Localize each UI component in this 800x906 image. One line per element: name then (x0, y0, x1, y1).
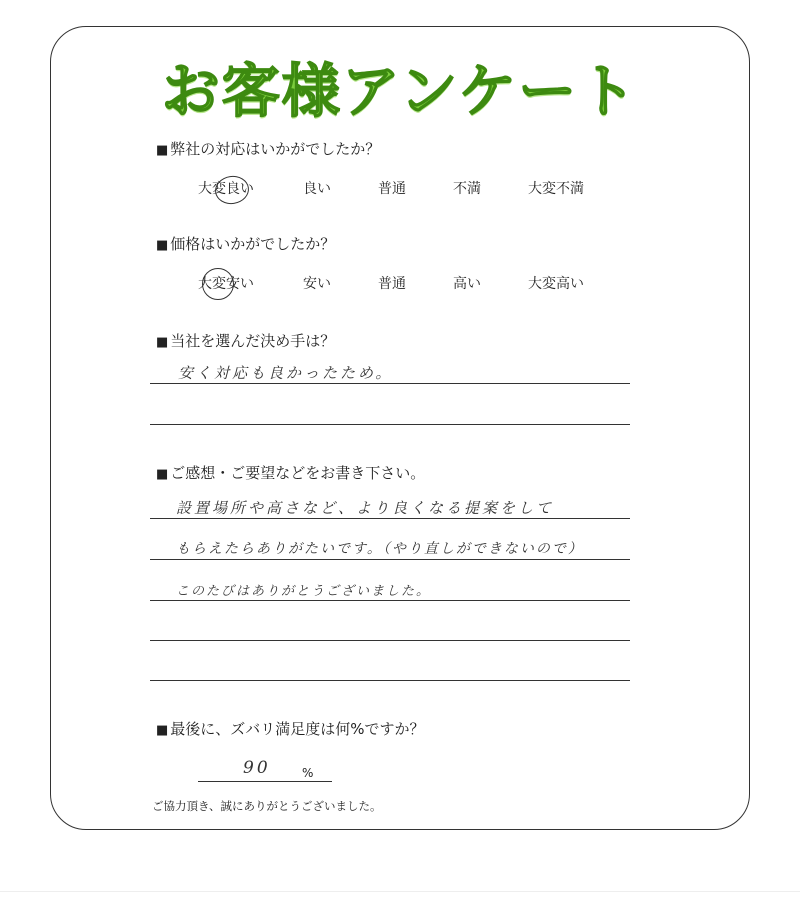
satisfaction-value: 90 (243, 758, 271, 778)
square-bullet-icon: ■ (156, 143, 169, 158)
survey-title: お客様アンケート (161, 57, 639, 125)
q1-option-1[interactable]: 大変良い (198, 181, 254, 197)
q3-answer-line-2 (150, 424, 630, 425)
q3-answer-line-1 (150, 383, 630, 384)
question-3 (156, 330, 335, 351)
square-bullet-icon: ■ (156, 335, 169, 350)
question-5-label: 最後に、ズバリ満足度は何%ですか？ (170, 720, 425, 738)
q2-option-1[interactable]: 大変安い (198, 276, 254, 292)
question-1-label: 弊社の対応はいかがでしたか？ (170, 140, 381, 158)
square-bullet-icon: ■ (156, 467, 169, 482)
question-4 (156, 462, 425, 483)
q4-handwritten-line-2: もらえたらありがたいです。（やり直しができないので） (176, 541, 584, 557)
q4-answer-line-2 (150, 559, 630, 560)
footer-thanks: ご協力頂き、誠にありがとうございました。 (152, 799, 382, 813)
question-5 (156, 718, 425, 739)
q4-answer-line-3 (150, 600, 630, 601)
q2-option-2[interactable]: 安い (303, 276, 331, 292)
q2-option-4[interactable]: 高い (453, 276, 481, 292)
q4-handwritten-line-3: このたびはありがとうございました。 (176, 584, 432, 599)
satisfaction-line (198, 781, 332, 782)
question-3-label: 当社を選んだ決め手は？ (170, 332, 336, 350)
q4-answer-line-4 (150, 640, 630, 641)
q1-option-5[interactable]: 大変不満 (528, 181, 584, 197)
question-2-label: 価格はいかがでしたか？ (170, 235, 336, 253)
q4-handwritten-line-1: 設置場所や高さなど、より良くなる提案をして (176, 499, 555, 517)
survey-card (50, 26, 750, 830)
q4-answer-line-5 (150, 680, 630, 681)
percent-sign: % (302, 766, 314, 780)
q2-option-3[interactable]: 普通 (378, 276, 406, 292)
q4-answer-line-1 (150, 518, 630, 519)
q3-handwritten-answer: 安く対応も良かったため。 (178, 364, 394, 382)
question-1 (156, 138, 380, 159)
q2-selection-circle (202, 268, 234, 300)
square-bullet-icon: ■ (156, 238, 169, 253)
q1-option-4[interactable]: 不満 (453, 181, 481, 197)
q2-option-5[interactable]: 大変高い (528, 276, 584, 292)
question-4-label: ご感想・ご要望などをお書き下さい。 (170, 464, 426, 482)
square-bullet-icon: ■ (156, 723, 169, 738)
q1-option-2[interactable]: 良い (303, 181, 331, 197)
question-2 (156, 233, 335, 254)
q1-option-3[interactable]: 普通 (378, 181, 406, 197)
page-edge (0, 891, 800, 892)
